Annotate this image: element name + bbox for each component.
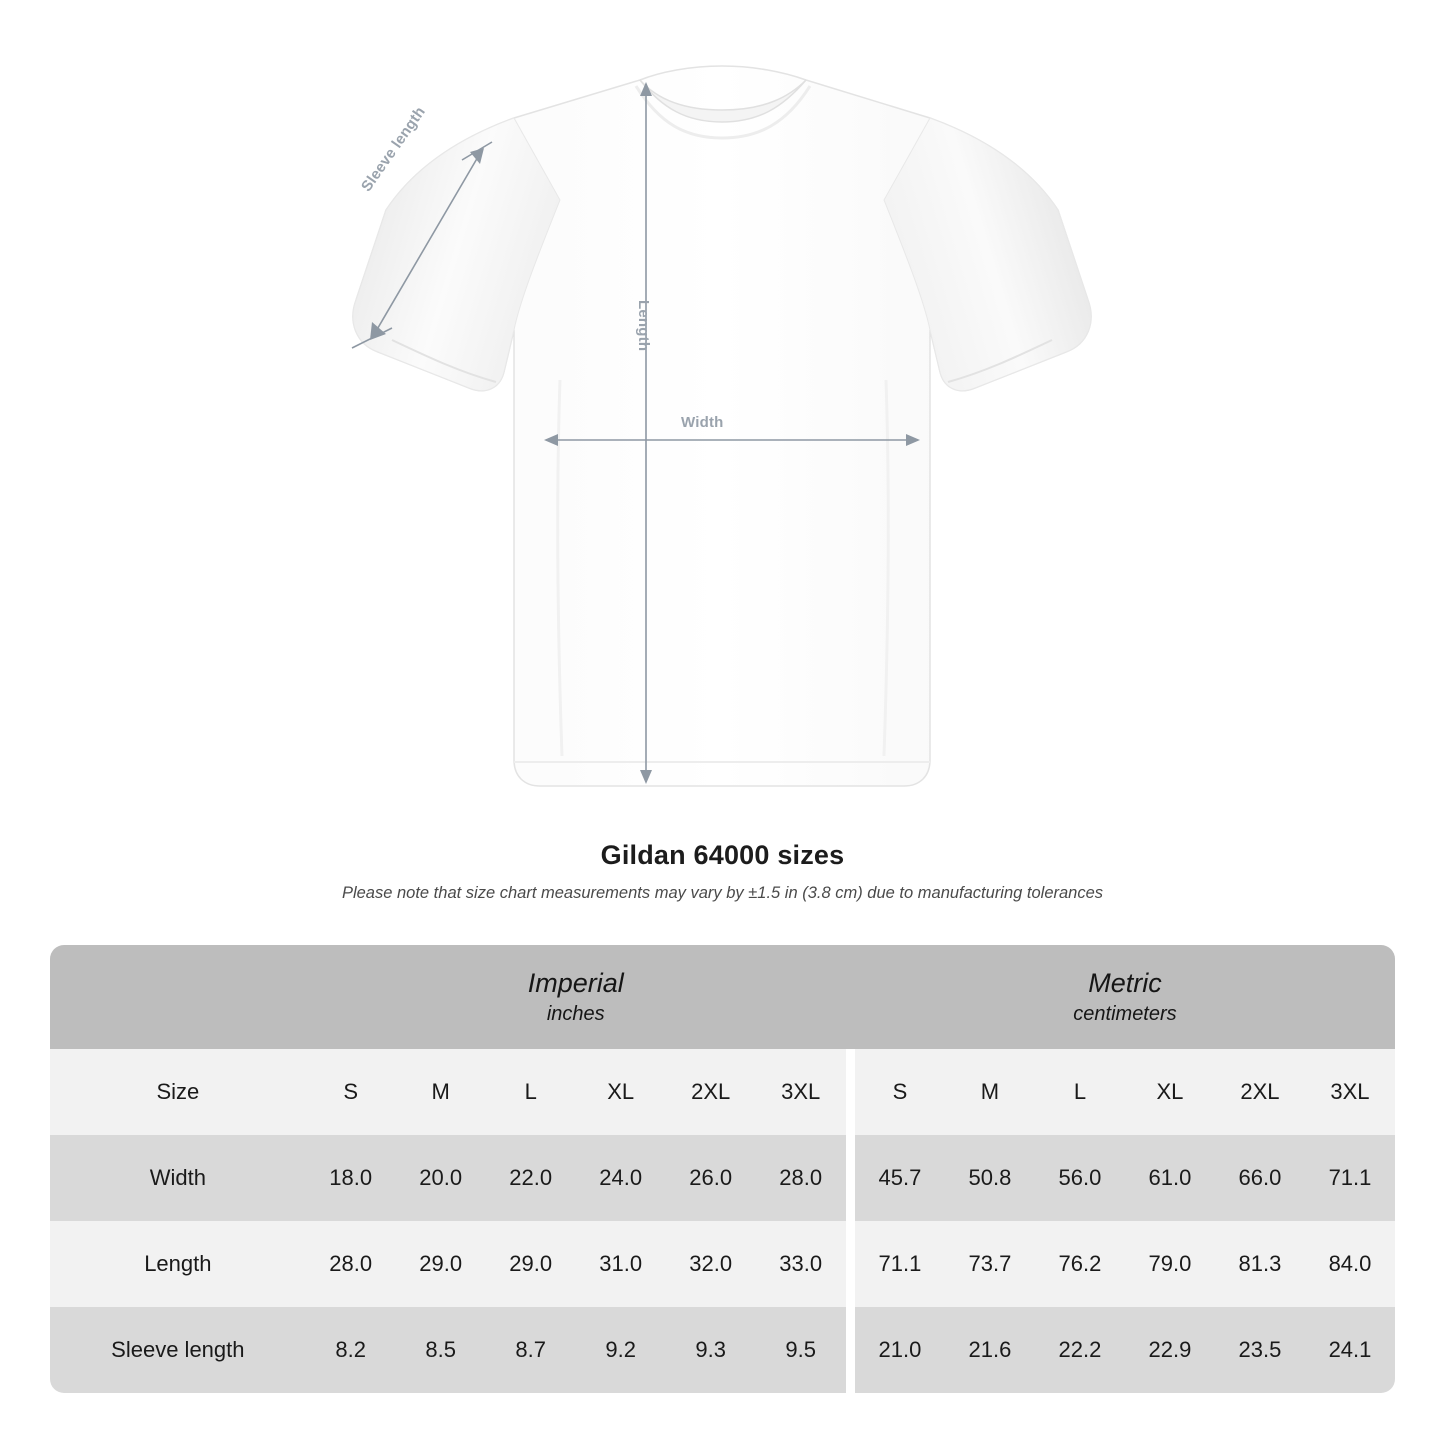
length-imperial-l: 29.0 — [486, 1221, 576, 1307]
size-cell-imperial-m: M — [396, 1049, 486, 1135]
row-label-width: Width — [50, 1135, 306, 1221]
length-metric-xl: 79.0 — [1125, 1221, 1215, 1307]
length-metric-2xl: 81.3 — [1215, 1221, 1305, 1307]
size-table-wrapper — [50, 945, 1395, 1393]
width-metric-3xl: 71.1 — [1305, 1135, 1395, 1221]
width-imperial-s: 18.0 — [306, 1135, 396, 1221]
width-imperial-xl: 24.0 — [576, 1135, 666, 1221]
header-group-metric — [855, 945, 1395, 1049]
row-gap-cell — [846, 1135, 855, 1221]
sleeve-metric-s: 21.0 — [855, 1307, 945, 1393]
size-cell-metric-m: M — [945, 1049, 1035, 1135]
size-cell-imperial-xl: XL — [576, 1049, 666, 1135]
imperial-system-label: Imperial — [527, 967, 624, 998]
sleeve-metric-2xl: 23.5 — [1215, 1307, 1305, 1393]
length-imperial-m: 29.0 — [396, 1221, 486, 1307]
header-corner-cell — [50, 945, 306, 1049]
size-cell-metric-xl: XL — [1125, 1049, 1215, 1135]
width-imperial-l: 22.0 — [486, 1135, 576, 1221]
width-metric-xl: 61.0 — [1125, 1135, 1215, 1221]
table-row-size — [50, 1049, 1395, 1135]
width-imperial-3xl: 28.0 — [756, 1135, 846, 1221]
metric-system-label: Metric — [1088, 967, 1162, 998]
row-label-sleeve-length: Sleeve length — [50, 1307, 306, 1393]
size-cell-imperial-l: L — [486, 1049, 576, 1135]
imperial-unit-label: inches — [546, 1003, 605, 1026]
size-cell-metric-s: S — [855, 1049, 945, 1135]
row-label-size: Size — [50, 1049, 306, 1135]
width-metric-l: 56.0 — [1035, 1135, 1125, 1221]
table-row-length — [50, 1221, 1395, 1307]
header-group-imperial — [306, 945, 846, 1049]
table-header-row — [50, 945, 1395, 1049]
sleeve-imperial-2xl: 9.3 — [666, 1307, 756, 1393]
size-cell-metric-2xl: 2XL — [1215, 1049, 1305, 1135]
row-label-length: Length — [50, 1221, 306, 1307]
width-imperial-2xl: 26.0 — [666, 1135, 756, 1221]
size-cell-metric-3xl: 3XL — [1305, 1049, 1395, 1135]
sleeve-imperial-l: 8.7 — [486, 1307, 576, 1393]
size-cell-metric-l: L — [1035, 1049, 1125, 1135]
sleeve-metric-l: 22.2 — [1035, 1307, 1125, 1393]
size-table — [50, 945, 1395, 1393]
row-gap-cell — [846, 1049, 855, 1135]
row-gap-cell — [846, 1221, 855, 1307]
table-row-sleeve-length — [50, 1307, 1395, 1393]
length-metric-m: 73.7 — [945, 1221, 1035, 1307]
page-title: Gildan 64000 sizes — [600, 840, 845, 870]
width-metric-m: 50.8 — [945, 1135, 1035, 1221]
sleeve-length-label: Sleeve length — [358, 103, 429, 195]
width-metric-s: 45.7 — [855, 1135, 945, 1221]
sleeve-imperial-s: 8.2 — [306, 1307, 396, 1393]
sleeve-metric-3xl: 24.1 — [1305, 1307, 1395, 1393]
length-imperial-2xl: 32.0 — [666, 1221, 756, 1307]
sleeve-imperial-xl: 9.2 — [576, 1307, 666, 1393]
size-cell-imperial-s: S — [306, 1049, 396, 1135]
sleeve-metric-xl: 22.9 — [1125, 1307, 1215, 1393]
metric-unit-label: centimeters — [1073, 1003, 1177, 1026]
size-cell-imperial-3xl: 3XL — [756, 1049, 846, 1135]
table-row-width — [50, 1135, 1395, 1221]
width-metric-2xl: 66.0 — [1215, 1135, 1305, 1221]
length-metric-s: 71.1 — [855, 1221, 945, 1307]
width-label: Width — [681, 414, 724, 431]
header-gap-cell — [846, 945, 855, 1049]
sleeve-imperial-m: 8.5 — [396, 1307, 486, 1393]
row-gap-cell — [846, 1307, 855, 1393]
length-imperial-s: 28.0 — [306, 1221, 396, 1307]
length-metric-3xl: 84.0 — [1305, 1221, 1395, 1307]
width-imperial-m: 20.0 — [396, 1135, 486, 1221]
length-imperial-xl: 31.0 — [576, 1221, 666, 1307]
length-metric-l: 76.2 — [1035, 1221, 1125, 1307]
chart-header — [0, 840, 1445, 903]
length-imperial-3xl: 33.0 — [756, 1221, 846, 1307]
sleeve-imperial-3xl: 9.5 — [756, 1307, 846, 1393]
tolerance-note: Please note that size chart measurements may vary by ±1.5 in (3.8 cm) due to manufacturing tolerances — [341, 884, 1104, 902]
length-label: Length — [635, 300, 652, 352]
size-cell-imperial-2xl: 2XL — [666, 1049, 756, 1135]
sleeve-metric-m: 21.6 — [945, 1307, 1035, 1393]
